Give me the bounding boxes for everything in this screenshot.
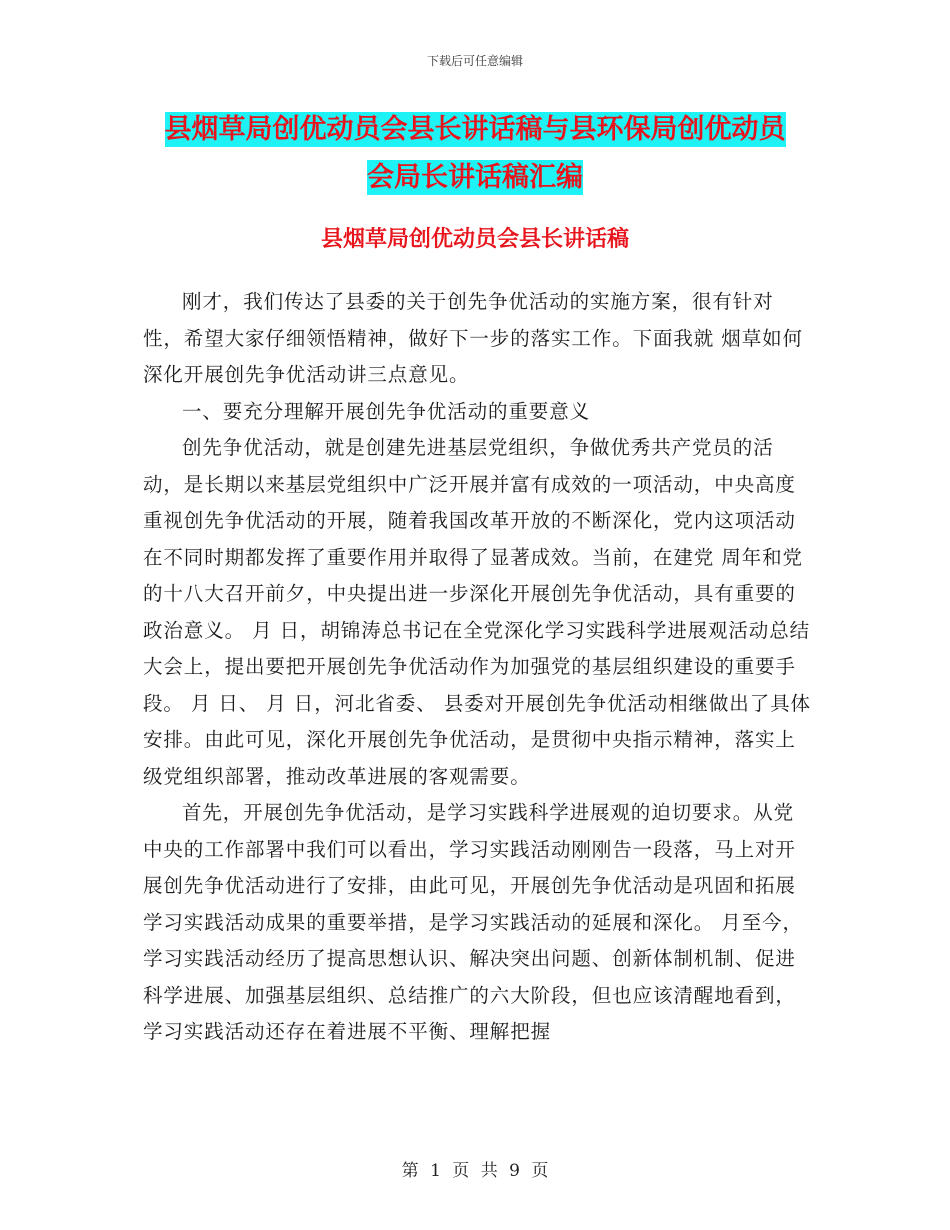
body-text [143,284,813,1051]
paragraph-heading-1: 一、要充分理解开展创先争优活动的重要意义 [182,399,591,423]
page-footer: 第 1 页 共 9 页 [401,1161,549,1181]
paragraph-intro: 刚才，我们传达了县委的关于创先争优活动的实施方案，很有针对性，希望大家仔细领悟精神，做好下一步的落实工作。下面我就 烟草如何深化开展创先争优活动讲三点意见。 [143,290,803,386]
header-note: 下载后可任意编辑 [426,54,523,68]
document-title-line-2: 会局长讲话稿汇编 [367,162,583,193]
paragraph-significance: 创先争优活动，就是创建先进基层党组织，争做优秀共产党员的活动，是长期以来基层党组织中广泛开展并富有成效的一项活动，中央高度重视创先争优活动的开展，随着我国改革开放的不断深化，党内这项活动在不同时期都发挥了重要作用并取得了显著成效。当前，在建党 周年和党的十八大召开前夕，中央提出进一步深化开展创先争优活动，具有重要的政治意义。 月 日，胡锦涛总书记在全党深化学习实践科学进展观活动总结大会上，提出要把开展创先争优活动作为加强党的基层组织建设的重要手段。 月 日、 月 日，河北省委、 县委对开展创先争优活动相继做出了具体安排。由此可见，深化开展创先争优活动，是贯彻中央指示精神，落实上级党组织部署，推动改革进展的客观需要。 [143,436,811,788]
section-title: 县烟草局创优动员会县长讲话稿 [320,226,629,252]
document-title [0,106,950,202]
document-title-line-1: 县烟草局创优动员会县长讲话稿与县环保局创优动员 [164,114,786,145]
paragraph-first-point: 首先，开展创先争优活动，是学习实践科学进展观的迫切要求。从党中央的工作部署中我们可以看出，学习实践活动刚刚告一段落，马上对开展创先争优活动进行了安排，由此可见，开展创先争优活动是巩固和拓展学习实践活动成果的重要举措，是学习实践活动的延展和深化。 月至今，学习实践活动经历了提高思想认识、解决突出问题、创新体制机制、促进科学进展、加强基层组织、总结推广的六大阶段，但也应该清醒地看到，学习实践活动还存在着进展不平衡、理解把握 [143,801,803,1043]
